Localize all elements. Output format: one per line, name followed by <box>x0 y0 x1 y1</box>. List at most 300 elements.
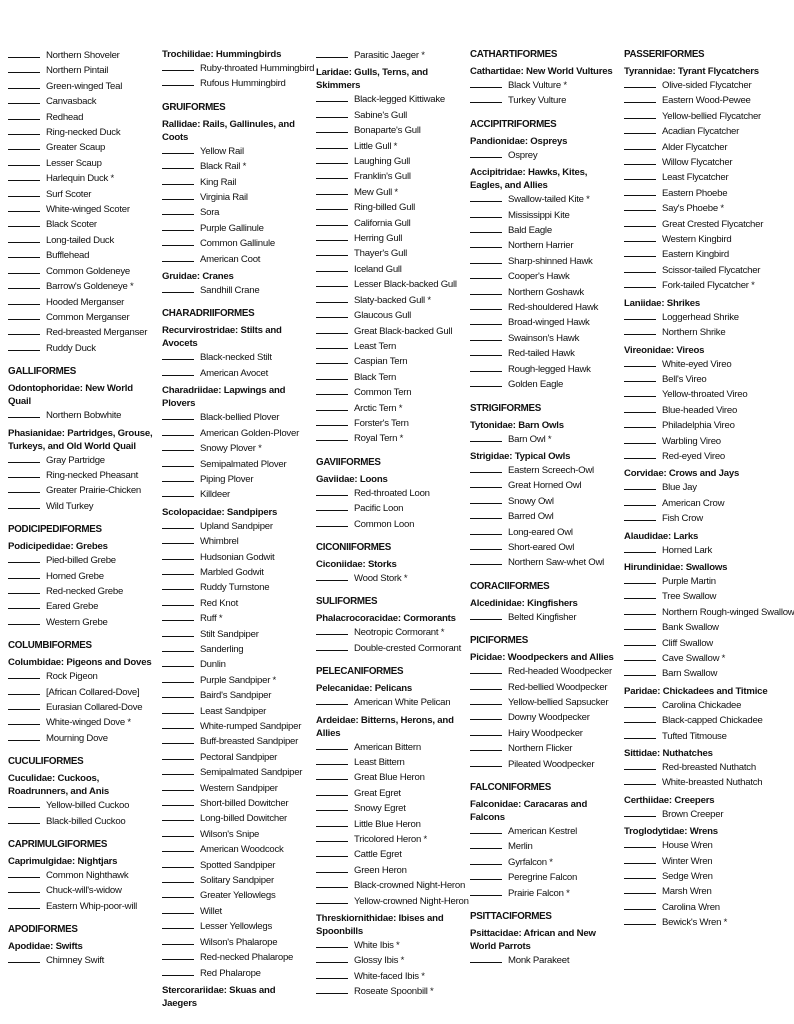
check-blank-line[interactable] <box>316 48 348 58</box>
check-blank-line[interactable] <box>162 565 194 575</box>
species-name: Surf Scoter <box>46 188 92 200</box>
family-heading: Laridae: Gulls, Terns, and Skimmers <box>316 67 428 92</box>
check-blank-line[interactable] <box>8 569 40 579</box>
check-blank-line[interactable] <box>316 385 348 395</box>
check-blank-line[interactable] <box>8 94 40 104</box>
check-blank-line[interactable] <box>316 501 348 511</box>
species-name: Turkey Vulture <box>508 95 567 107</box>
check-blank-line[interactable] <box>162 61 194 71</box>
check-blank-line[interactable] <box>316 832 348 842</box>
check-blank-line[interactable] <box>162 657 194 667</box>
check-blank-line[interactable] <box>316 817 348 827</box>
checklist-item <box>470 432 618 447</box>
check-blank-line[interactable] <box>624 574 656 584</box>
checklist-item <box>162 61 315 76</box>
check-blank-line[interactable] <box>470 478 502 488</box>
check-blank-line[interactable] <box>316 108 348 118</box>
check-blank-line[interactable] <box>162 750 194 760</box>
check-blank-line[interactable] <box>624 140 656 150</box>
species-name: Western Grebe <box>46 616 108 628</box>
species-name: Long-eared Owl <box>508 526 573 538</box>
check-blank-line[interactable] <box>470 362 502 372</box>
check-blank-line[interactable] <box>316 486 348 496</box>
checklist-item <box>624 713 772 728</box>
checklist-item <box>624 698 772 713</box>
check-blank-line[interactable] <box>316 139 348 149</box>
check-blank-line[interactable] <box>470 432 502 442</box>
check-blank-line[interactable] <box>624 511 656 521</box>
check-blank-line[interactable] <box>624 217 656 227</box>
check-blank-line[interactable] <box>470 695 502 705</box>
check-blank-line[interactable] <box>470 953 502 963</box>
species-name: Forster's Tern <box>354 417 409 429</box>
check-blank-line[interactable] <box>316 863 348 873</box>
species-name: Short-billed Dowitcher <box>200 798 289 810</box>
check-blank-line[interactable] <box>624 620 656 630</box>
check-blank-line[interactable] <box>8 669 40 679</box>
check-blank-line[interactable] <box>162 704 194 714</box>
check-blank-line[interactable] <box>162 811 194 821</box>
check-blank-line[interactable] <box>316 740 348 750</box>
check-blank-line[interactable] <box>316 246 348 256</box>
check-blank-line[interactable] <box>316 847 348 857</box>
family-heading: Accipitridae: Hawks, Kites, Eagles, and Allies <box>470 167 588 192</box>
species-name: Barred Owl <box>508 511 554 523</box>
check-blank-line[interactable] <box>316 354 348 364</box>
check-blank-line[interactable] <box>470 525 502 535</box>
checklist-item <box>624 480 772 495</box>
checklist-item <box>316 571 464 586</box>
check-blank-line[interactable] <box>624 201 656 211</box>
check-blank-line[interactable] <box>316 625 348 635</box>
check-blank-line[interactable] <box>162 904 194 914</box>
family-heading: Tytonidae: Barn Owls <box>470 419 564 431</box>
species-name: Snowy Owl <box>508 495 554 507</box>
check-blank-line[interactable] <box>316 277 348 287</box>
check-blank-line[interactable] <box>624 636 656 646</box>
check-blank-line[interactable] <box>316 695 348 705</box>
check-blank-line[interactable] <box>162 781 194 791</box>
check-blank-line[interactable] <box>162 221 194 231</box>
check-blank-line[interactable] <box>8 63 40 73</box>
species-name: Redhead <box>46 111 84 123</box>
check-blank-line[interactable] <box>624 434 656 444</box>
checklist-item <box>624 605 794 620</box>
check-blank-line[interactable] <box>8 310 40 320</box>
species-name: Wood Stork * <box>354 572 408 584</box>
check-blank-line[interactable] <box>8 499 40 509</box>
check-blank-line[interactable] <box>316 293 348 303</box>
check-blank-line[interactable] <box>316 938 348 948</box>
checklist-item <box>316 817 464 832</box>
check-blank-line[interactable] <box>162 426 194 436</box>
family-heading: Columbidae: Pigeons and Doves <box>8 657 152 669</box>
species-name: Ring-billed Gull <box>354 202 416 214</box>
check-blank-line[interactable] <box>8 814 40 824</box>
check-blank-line[interactable] <box>316 801 348 811</box>
check-blank-line[interactable] <box>624 713 656 723</box>
checklist-item <box>624 217 772 232</box>
check-blank-line[interactable] <box>470 664 502 674</box>
check-blank-line[interactable] <box>162 76 194 86</box>
checklist-item <box>470 555 618 570</box>
checklist-item <box>624 357 772 372</box>
species-name: Laughing Gull <box>354 156 410 168</box>
check-blank-line[interactable] <box>162 350 194 360</box>
checklist-item <box>470 238 618 253</box>
check-blank-line[interactable] <box>8 110 40 120</box>
check-blank-line[interactable] <box>624 418 656 428</box>
check-blank-line[interactable] <box>8 453 40 463</box>
check-blank-line[interactable] <box>316 324 348 334</box>
check-blank-line[interactable] <box>624 403 656 413</box>
check-blank-line[interactable] <box>8 202 40 212</box>
check-blank-line[interactable] <box>624 729 656 739</box>
family-heading: Recurvirostridae: Stilts and Avocets <box>162 325 282 350</box>
check-blank-line[interactable] <box>8 553 40 563</box>
check-blank-line[interactable] <box>470 509 502 519</box>
check-blank-line[interactable] <box>470 741 502 751</box>
check-blank-line[interactable] <box>316 770 348 780</box>
check-blank-line[interactable] <box>8 125 40 135</box>
check-blank-line[interactable] <box>470 377 502 387</box>
check-blank-line[interactable] <box>8 685 40 695</box>
check-blank-line[interactable] <box>316 517 348 527</box>
check-blank-line[interactable] <box>162 366 194 376</box>
check-blank-line[interactable] <box>162 734 194 744</box>
species-name: American Golden-Plover <box>200 427 300 439</box>
checklist-item <box>624 574 772 589</box>
species-name: Pied-billed Grebe <box>46 555 116 567</box>
check-blank-line[interactable] <box>624 900 656 910</box>
check-blank-line[interactable] <box>8 341 40 351</box>
species-name: Horned Grebe <box>46 570 104 582</box>
check-blank-line[interactable] <box>316 984 348 994</box>
species-name: Roseate Spoonbill * <box>354 986 434 998</box>
check-blank-line[interactable] <box>8 156 40 166</box>
check-blank-line[interactable] <box>624 589 656 599</box>
check-blank-line[interactable] <box>624 170 656 180</box>
checklist-item <box>162 673 310 688</box>
checklist-item <box>8 700 156 715</box>
check-blank-line[interactable] <box>162 966 194 976</box>
check-blank-line[interactable] <box>162 796 194 806</box>
check-blank-line[interactable] <box>316 92 348 102</box>
checklist-item <box>162 205 310 220</box>
check-blank-line[interactable] <box>8 171 40 181</box>
checklist-column <box>470 48 618 968</box>
check-blank-line[interactable] <box>8 79 40 89</box>
check-blank-line[interactable] <box>624 387 656 397</box>
species-name: Northern Bobwhite <box>46 410 122 422</box>
check-blank-line[interactable] <box>8 187 40 197</box>
species-name: Alder Flycatcher <box>662 141 728 153</box>
check-blank-line[interactable] <box>162 873 194 883</box>
species-name: Prairie Falcon * <box>508 887 570 899</box>
check-blank-line[interactable] <box>316 416 348 426</box>
check-blank-line[interactable] <box>316 755 348 765</box>
species-name: Peregrine Falcon <box>508 872 578 884</box>
check-blank-line[interactable] <box>624 698 656 708</box>
check-blank-line[interactable] <box>624 109 656 119</box>
check-blank-line[interactable] <box>316 123 348 133</box>
check-blank-line[interactable] <box>624 263 656 273</box>
check-blank-line[interactable] <box>624 838 656 848</box>
check-blank-line[interactable] <box>162 519 194 529</box>
check-blank-line[interactable] <box>470 870 502 880</box>
check-blank-line[interactable] <box>8 279 40 289</box>
check-blank-line[interactable] <box>8 899 40 909</box>
checklist-item <box>316 354 464 369</box>
check-blank-line[interactable] <box>470 148 502 158</box>
check-blank-line[interactable] <box>470 494 502 504</box>
checklist-item <box>8 310 156 325</box>
checklist-item <box>162 966 310 981</box>
check-blank-line[interactable] <box>624 232 656 242</box>
check-blank-line[interactable] <box>162 611 194 621</box>
order-heading: ACCIPITRIFORMES <box>470 118 557 130</box>
check-blank-line[interactable] <box>316 894 348 904</box>
checklist-item <box>162 252 310 267</box>
check-blank-line[interactable] <box>624 372 656 382</box>
check-blank-line[interactable] <box>470 610 502 620</box>
check-blank-line[interactable] <box>316 169 348 179</box>
check-blank-line[interactable] <box>162 159 194 169</box>
check-blank-line[interactable] <box>470 238 502 248</box>
check-blank-line[interactable] <box>624 186 656 196</box>
check-blank-line[interactable] <box>162 950 194 960</box>
checklist-item <box>162 441 310 456</box>
check-blank-line[interactable] <box>624 605 656 615</box>
species-name: Swallow-tailed Kite * <box>508 194 590 206</box>
check-blank-line[interactable] <box>624 310 656 320</box>
check-blank-line[interactable] <box>316 231 348 241</box>
check-blank-line[interactable] <box>162 842 194 852</box>
species-name: Eastern Screech-Owl <box>508 464 594 476</box>
check-blank-line[interactable] <box>162 410 194 420</box>
checklist-item <box>470 610 618 625</box>
species-name: Greater Prairie-Chicken <box>46 485 142 497</box>
check-blank-line[interactable] <box>162 550 194 560</box>
check-blank-line[interactable] <box>8 233 40 243</box>
family-heading: Gaviidae: Loons <box>316 473 388 485</box>
checklist-item <box>316 169 464 184</box>
check-blank-line[interactable] <box>624 155 656 165</box>
check-blank-line[interactable] <box>8 715 40 725</box>
check-blank-line[interactable] <box>470 726 502 736</box>
check-blank-line[interactable] <box>470 824 502 834</box>
check-blank-line[interactable] <box>8 264 40 274</box>
check-blank-line[interactable] <box>470 192 502 202</box>
check-blank-line[interactable] <box>8 325 40 335</box>
check-blank-line[interactable] <box>8 798 40 808</box>
check-blank-line[interactable] <box>162 252 194 262</box>
check-blank-line[interactable] <box>624 480 656 490</box>
checklist-item <box>316 293 464 308</box>
check-blank-line[interactable] <box>470 757 502 767</box>
check-blank-line[interactable] <box>162 627 194 637</box>
check-blank-line[interactable] <box>8 408 40 418</box>
check-blank-line[interactable] <box>8 483 40 493</box>
check-blank-line[interactable] <box>162 441 194 451</box>
check-blank-line[interactable] <box>162 888 194 898</box>
check-blank-line[interactable] <box>624 869 656 879</box>
checklist-item <box>316 832 464 847</box>
species-name: Royal Tern * <box>354 433 404 445</box>
check-blank-line[interactable] <box>316 401 348 411</box>
species-name: White Ibis * <box>354 940 400 952</box>
check-blank-line[interactable] <box>470 555 502 565</box>
check-blank-line[interactable] <box>624 666 656 676</box>
checklist-item <box>162 935 310 950</box>
check-blank-line[interactable] <box>162 487 194 497</box>
check-blank-line[interactable] <box>8 953 40 963</box>
check-blank-line[interactable] <box>162 534 194 544</box>
check-blank-line[interactable] <box>624 325 656 335</box>
check-blank-line[interactable] <box>162 580 194 590</box>
checklist-item <box>624 372 772 387</box>
check-blank-line[interactable] <box>624 78 656 88</box>
family-heading: Trochilidae: Hummingbirds <box>162 49 282 60</box>
check-blank-line[interactable] <box>470 540 502 550</box>
checklist-item <box>316 878 464 893</box>
check-blank-line[interactable] <box>624 449 656 459</box>
check-blank-line[interactable] <box>162 935 194 945</box>
check-blank-line[interactable] <box>316 339 348 349</box>
check-blank-line[interactable] <box>624 543 656 553</box>
check-blank-line[interactable] <box>470 285 502 295</box>
check-blank-line[interactable] <box>8 295 40 305</box>
check-blank-line[interactable] <box>470 223 502 233</box>
check-blank-line[interactable] <box>624 775 656 785</box>
checklist-item <box>8 94 156 109</box>
check-blank-line[interactable] <box>316 185 348 195</box>
check-blank-line[interactable] <box>162 457 194 467</box>
check-blank-line[interactable] <box>8 883 40 893</box>
check-blank-line[interactable] <box>624 651 656 661</box>
check-blank-line[interactable] <box>162 175 194 185</box>
species-name: American Bittern <box>354 741 421 753</box>
check-blank-line[interactable] <box>470 300 502 310</box>
check-blank-line[interactable] <box>8 731 40 741</box>
checklist-item <box>316 625 464 640</box>
check-blank-line[interactable] <box>470 346 502 356</box>
check-blank-line[interactable] <box>162 765 194 775</box>
check-blank-line[interactable] <box>162 688 194 698</box>
order-heading: CORACIIFORMES <box>470 580 550 592</box>
checklist-column <box>316 48 469 1000</box>
species-name: Pectoral Sandpiper <box>200 751 278 763</box>
species-name: American Crow <box>662 497 725 509</box>
check-blank-line[interactable] <box>162 719 194 729</box>
species-name: Ring-necked Pheasant <box>46 469 139 481</box>
check-blank-line[interactable] <box>470 254 502 264</box>
check-blank-line[interactable] <box>316 154 348 164</box>
checklist-item <box>470 824 618 839</box>
check-blank-line[interactable] <box>624 278 656 288</box>
checklist-item <box>162 611 310 626</box>
check-blank-line[interactable] <box>162 472 194 482</box>
check-blank-line[interactable] <box>8 599 40 609</box>
checklist-item <box>316 308 464 323</box>
species-name: Hudsonian Godwit <box>200 551 275 563</box>
check-blank-line[interactable] <box>8 868 40 878</box>
check-blank-line[interactable] <box>162 236 194 246</box>
check-blank-line[interactable] <box>8 217 40 227</box>
check-blank-line[interactable] <box>316 641 348 651</box>
check-blank-line[interactable] <box>470 463 502 473</box>
check-blank-line[interactable] <box>470 269 502 279</box>
check-blank-line[interactable] <box>624 915 656 925</box>
check-blank-line[interactable] <box>470 208 502 218</box>
check-blank-line[interactable] <box>316 953 348 963</box>
check-blank-line[interactable] <box>624 807 656 817</box>
check-blank-line[interactable] <box>316 878 348 888</box>
check-blank-line[interactable] <box>162 283 194 293</box>
check-blank-line[interactable] <box>316 370 348 380</box>
check-blank-line[interactable] <box>624 854 656 864</box>
check-blank-line[interactable] <box>470 315 502 325</box>
check-blank-line[interactable] <box>316 216 348 226</box>
check-blank-line[interactable] <box>470 839 502 849</box>
check-blank-line[interactable] <box>624 884 656 894</box>
check-blank-line[interactable] <box>316 308 348 318</box>
check-blank-line[interactable] <box>162 642 194 652</box>
check-blank-line[interactable] <box>162 596 194 606</box>
check-blank-line[interactable] <box>316 571 348 581</box>
check-blank-line[interactable] <box>624 124 656 134</box>
check-blank-line[interactable] <box>470 93 502 103</box>
check-blank-line[interactable] <box>162 673 194 683</box>
check-blank-line[interactable] <box>316 200 348 210</box>
family-heading: Paridae: Chickadees and Titmice <box>624 685 768 697</box>
check-blank-line[interactable] <box>624 496 656 506</box>
check-blank-line[interactable] <box>8 584 40 594</box>
check-blank-line[interactable] <box>162 205 194 215</box>
check-blank-line[interactable] <box>470 331 502 341</box>
check-blank-line[interactable] <box>162 144 194 154</box>
check-blank-line[interactable] <box>624 93 656 103</box>
check-blank-line[interactable] <box>316 431 348 441</box>
check-blank-line[interactable] <box>162 858 194 868</box>
species-name: Black-necked Stilt <box>200 352 272 364</box>
check-blank-line[interactable] <box>470 680 502 690</box>
check-blank-line[interactable] <box>624 247 656 257</box>
check-blank-line[interactable] <box>8 468 40 478</box>
check-blank-line[interactable] <box>316 262 348 272</box>
check-blank-line[interactable] <box>470 855 502 865</box>
check-blank-line[interactable] <box>316 969 348 979</box>
check-blank-line[interactable] <box>8 140 40 150</box>
check-blank-line[interactable] <box>162 919 194 929</box>
check-blank-line[interactable] <box>316 786 348 796</box>
check-blank-line[interactable] <box>8 48 40 58</box>
check-blank-line[interactable] <box>470 710 502 720</box>
check-blank-line[interactable] <box>470 78 502 88</box>
check-blank-line[interactable] <box>8 615 40 625</box>
check-blank-line[interactable] <box>162 827 194 837</box>
family-heading: Ciconiidae: Storks <box>316 558 397 570</box>
check-blank-line[interactable] <box>8 248 40 258</box>
checklist-item <box>470 710 618 725</box>
check-blank-line[interactable] <box>470 886 502 896</box>
check-blank-line[interactable] <box>162 190 194 200</box>
species-name: Ring-necked Duck <box>46 127 121 139</box>
species-name: Black-billed Cuckoo <box>46 815 126 827</box>
check-blank-line[interactable] <box>624 357 656 367</box>
check-blank-line[interactable] <box>624 760 656 770</box>
check-blank-line[interactable] <box>8 700 40 710</box>
